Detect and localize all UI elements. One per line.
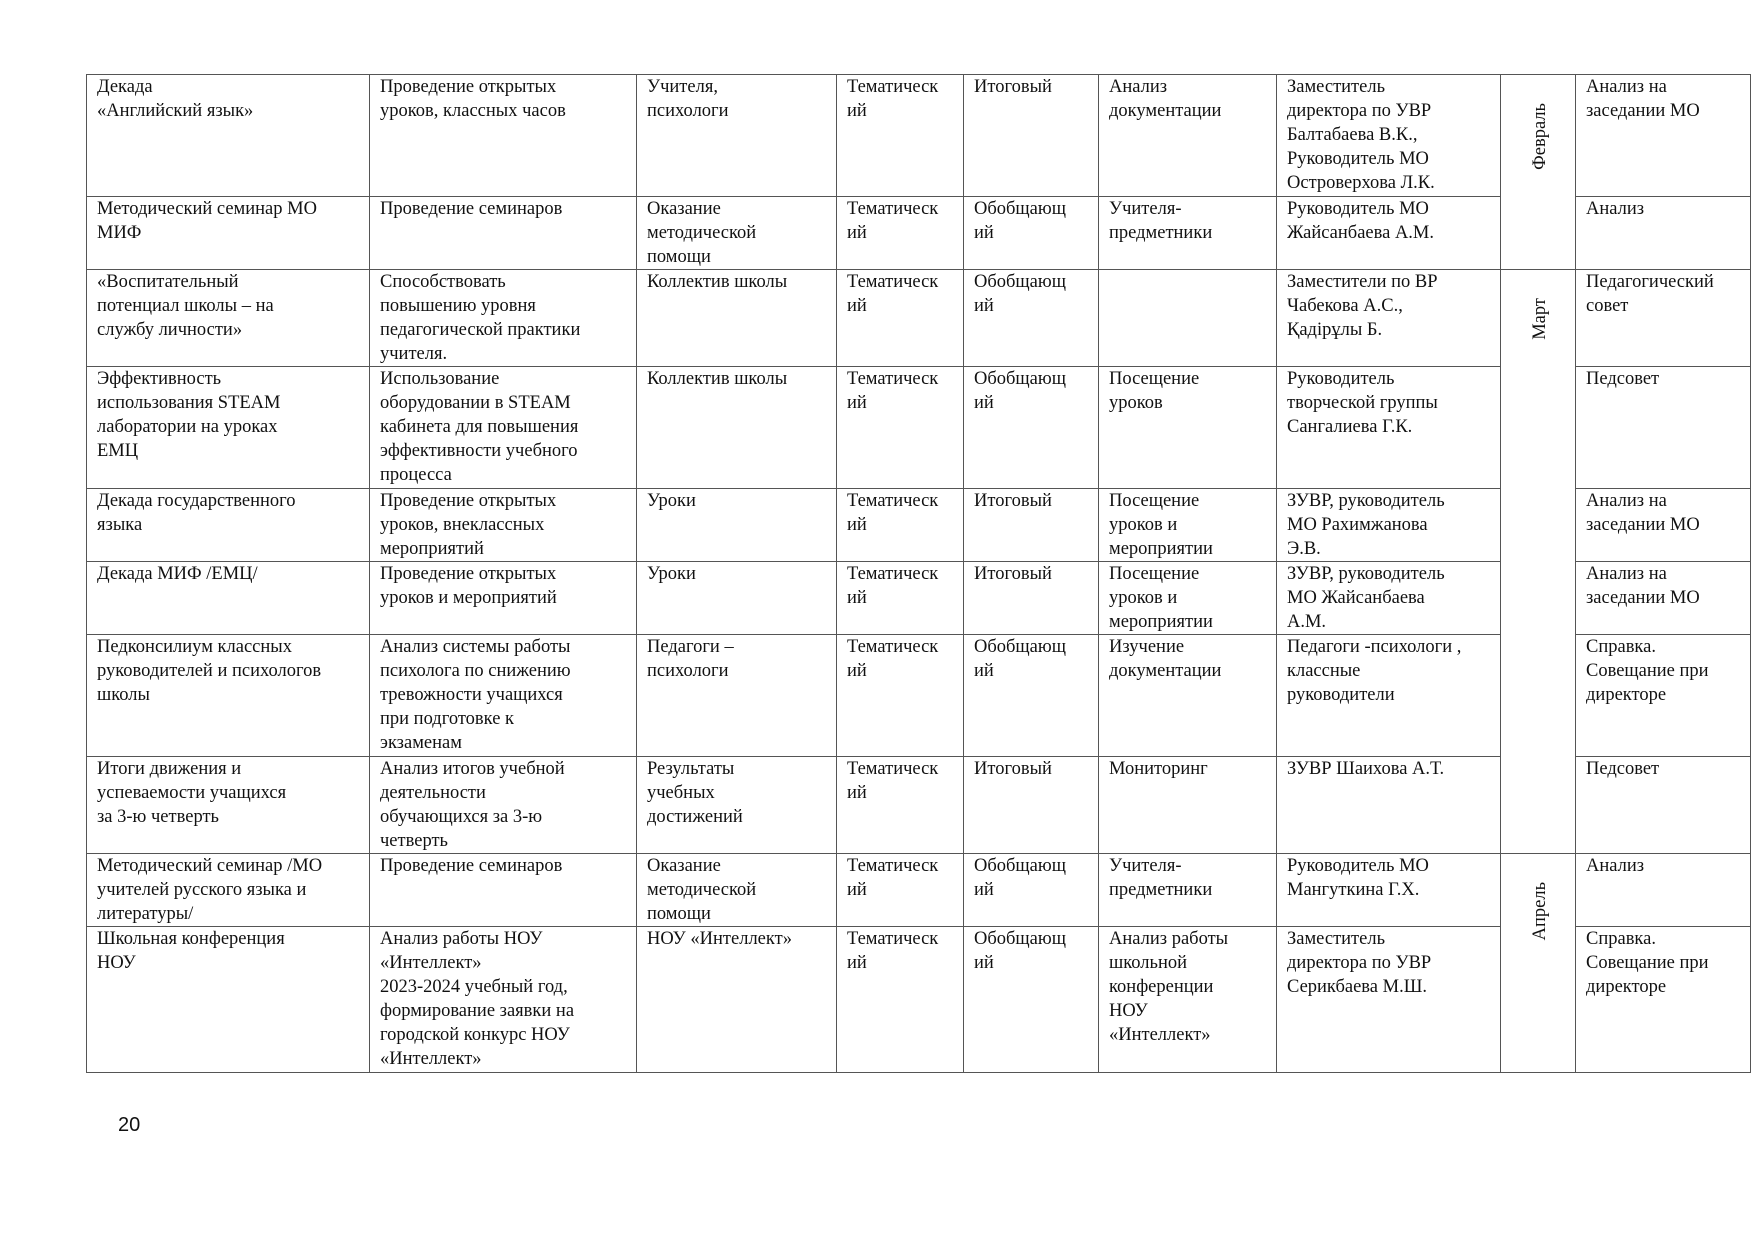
cell-kind: Тематическ ий xyxy=(837,562,964,635)
cell-kind: Тематическ ий xyxy=(837,75,964,197)
month-label-april: Апрель xyxy=(1530,882,1550,941)
cell-type: Итоговый xyxy=(964,489,1099,562)
table-row xyxy=(87,75,1751,197)
cell-topic: Педконсилиум классных руководителей и психологов школы xyxy=(87,635,370,757)
month-cell-march xyxy=(1501,270,1576,854)
cell-type: Обобщающ ий xyxy=(964,197,1099,270)
cell-type: Итоговый xyxy=(964,562,1099,635)
month-label-february: Февраль xyxy=(1530,103,1550,170)
cell-object: Результаты учебных достижений xyxy=(637,757,837,854)
cell-result: Анализ на заседании МО xyxy=(1576,562,1751,635)
cell-method: Посещение уроков и мероприятии xyxy=(1099,489,1277,562)
cell-content: Использование оборудовании в STEAM кабинета для повышения эффективности учебного процесса xyxy=(370,367,637,489)
cell-result: Справка. Совещание при директоре xyxy=(1576,927,1751,1073)
cell-content: Проведение открытых уроков, внеклассных мероприятий xyxy=(370,489,637,562)
cell-responsible: Руководитель творческой группы Сангалиева Г.К. xyxy=(1277,367,1501,489)
cell-responsible: ЗУВР, руководитель МО Жайсанбаева А.М. xyxy=(1277,562,1501,635)
cell-responsible: Педагоги -психологи , классные руководители xyxy=(1277,635,1501,757)
cell-result: Анализ xyxy=(1576,854,1751,927)
cell-responsible: Заместитель директора по УВР Серикбаева М.Ш. xyxy=(1277,927,1501,1073)
cell-content: Проведение открытых уроков и мероприятий xyxy=(370,562,637,635)
cell-kind: Тематическ ий xyxy=(837,270,964,367)
cell-content: Проведение семинаров xyxy=(370,854,637,927)
month-cell-april xyxy=(1501,854,1576,1073)
month-label-march: Март xyxy=(1530,298,1550,340)
cell-type: Итоговый xyxy=(964,75,1099,197)
cell-kind: Тематическ ий xyxy=(837,197,964,270)
page-number: 20 xyxy=(118,1114,141,1136)
cell-content: Анализ системы работы психолога по снижению тревожности учащихся при подготовке к экзаменам xyxy=(370,635,637,757)
cell-kind: Тематическ ий xyxy=(837,489,964,562)
cell-kind: Тематическ ий xyxy=(837,367,964,489)
cell-type: Обобщающ ий xyxy=(964,635,1099,757)
month-cell-february xyxy=(1501,75,1576,270)
cell-kind: Тематическ ий xyxy=(837,854,964,927)
cell-object: НОУ «Интеллект» xyxy=(637,927,837,1073)
cell-result: Педсовет xyxy=(1576,757,1751,854)
cell-result: Анализ xyxy=(1576,197,1751,270)
cell-type: Обобщающ ий xyxy=(964,270,1099,367)
cell-result: Анализ на заседании МО xyxy=(1576,75,1751,197)
cell-kind: Тематическ ий xyxy=(837,635,964,757)
cell-content: Анализ работы НОУ «Интеллект» 2023-2024 учебный год, формирование заявки на городской конкурс НОУ «Интеллект» xyxy=(370,927,637,1073)
cell-method: Учителя- предметники xyxy=(1099,854,1277,927)
cell-method: Посещение уроков xyxy=(1099,367,1277,489)
cell-method: Мониторинг xyxy=(1099,757,1277,854)
cell-type: Обобщающ ий xyxy=(964,367,1099,489)
cell-responsible: ЗУВР, руководитель МО Рахимжанова Э.В. xyxy=(1277,489,1501,562)
cell-responsible: Заместитель директора по УВР Балтабаева В.К., Руководитель МО Островерхова Л.К. xyxy=(1277,75,1501,197)
table-row xyxy=(87,270,1751,367)
cell-object: Коллектив школы xyxy=(637,367,837,489)
cell-content: Проведение открытых уроков, классных часов xyxy=(370,75,637,197)
cell-kind: Тематическ ий xyxy=(837,757,964,854)
cell-type: Обобщающ ий xyxy=(964,927,1099,1073)
cell-object: Оказание методической помощи xyxy=(637,197,837,270)
cell-result: Педсовет xyxy=(1576,367,1751,489)
cell-topic: Эффективность использования STEAM лаборатории на уроках ЕМЦ xyxy=(87,367,370,489)
cell-result: Анализ на заседании МО xyxy=(1576,489,1751,562)
cell-responsible: Руководитель МО Жайсанбаева А.М. xyxy=(1277,197,1501,270)
cell-method xyxy=(1099,270,1277,367)
cell-type: Обобщающ ий xyxy=(964,854,1099,927)
cell-result: Педагогический совет xyxy=(1576,270,1751,367)
cell-object: Уроки xyxy=(637,489,837,562)
cell-topic: Декада «Английский язык» xyxy=(87,75,370,197)
cell-object: Уроки xyxy=(637,562,837,635)
cell-responsible: ЗУВР Шаихова А.Т. xyxy=(1277,757,1501,854)
cell-responsible: Заместители по ВР Чабекова А.С., Қадірұлы Б. xyxy=(1277,270,1501,367)
cell-topic: Итоги движения и успеваемости учащихся за 3-ю четверть xyxy=(87,757,370,854)
cell-method: Анализ работы школьной конференции НОУ «Интеллект» xyxy=(1099,927,1277,1073)
cell-object: Педагоги – психологи xyxy=(637,635,837,757)
cell-method: Учителя- предметники xyxy=(1099,197,1277,270)
cell-content: Проведение семинаров xyxy=(370,197,637,270)
cell-content: Анализ итогов учебной деятельности обучающихся за 3-ю четверть xyxy=(370,757,637,854)
cell-result: Справка. Совещание при директоре xyxy=(1576,635,1751,757)
cell-type: Итоговый xyxy=(964,757,1099,854)
cell-content: Способствовать повышению уровня педагогической практики учителя. xyxy=(370,270,637,367)
cell-method: Посещение уроков и мероприятии xyxy=(1099,562,1277,635)
cell-object: Оказание методической помощи xyxy=(637,854,837,927)
cell-method: Изучение документации xyxy=(1099,635,1277,757)
cell-object: Коллектив школы xyxy=(637,270,837,367)
cell-kind: Тематическ ий xyxy=(837,927,964,1073)
cell-topic: «Воспитательный потенциал школы – на службу личности» xyxy=(87,270,370,367)
cell-object: Учителя, психологи xyxy=(637,75,837,197)
table-row xyxy=(87,854,1751,927)
cell-topic: Школьная конференция НОУ xyxy=(87,927,370,1073)
control-plan-table xyxy=(86,74,1751,1073)
cell-method: Анализ документации xyxy=(1099,75,1277,197)
cell-topic: Декада МИФ /ЕМЦ/ xyxy=(87,562,370,635)
cell-topic: Методический семинар МО МИФ xyxy=(87,197,370,270)
cell-responsible: Руководитель МО Мангуткина Г.Х. xyxy=(1277,854,1501,927)
cell-topic: Методический семинар /МО учителей русского языка и литературы/ xyxy=(87,854,370,927)
cell-topic: Декада государственного языка xyxy=(87,489,370,562)
